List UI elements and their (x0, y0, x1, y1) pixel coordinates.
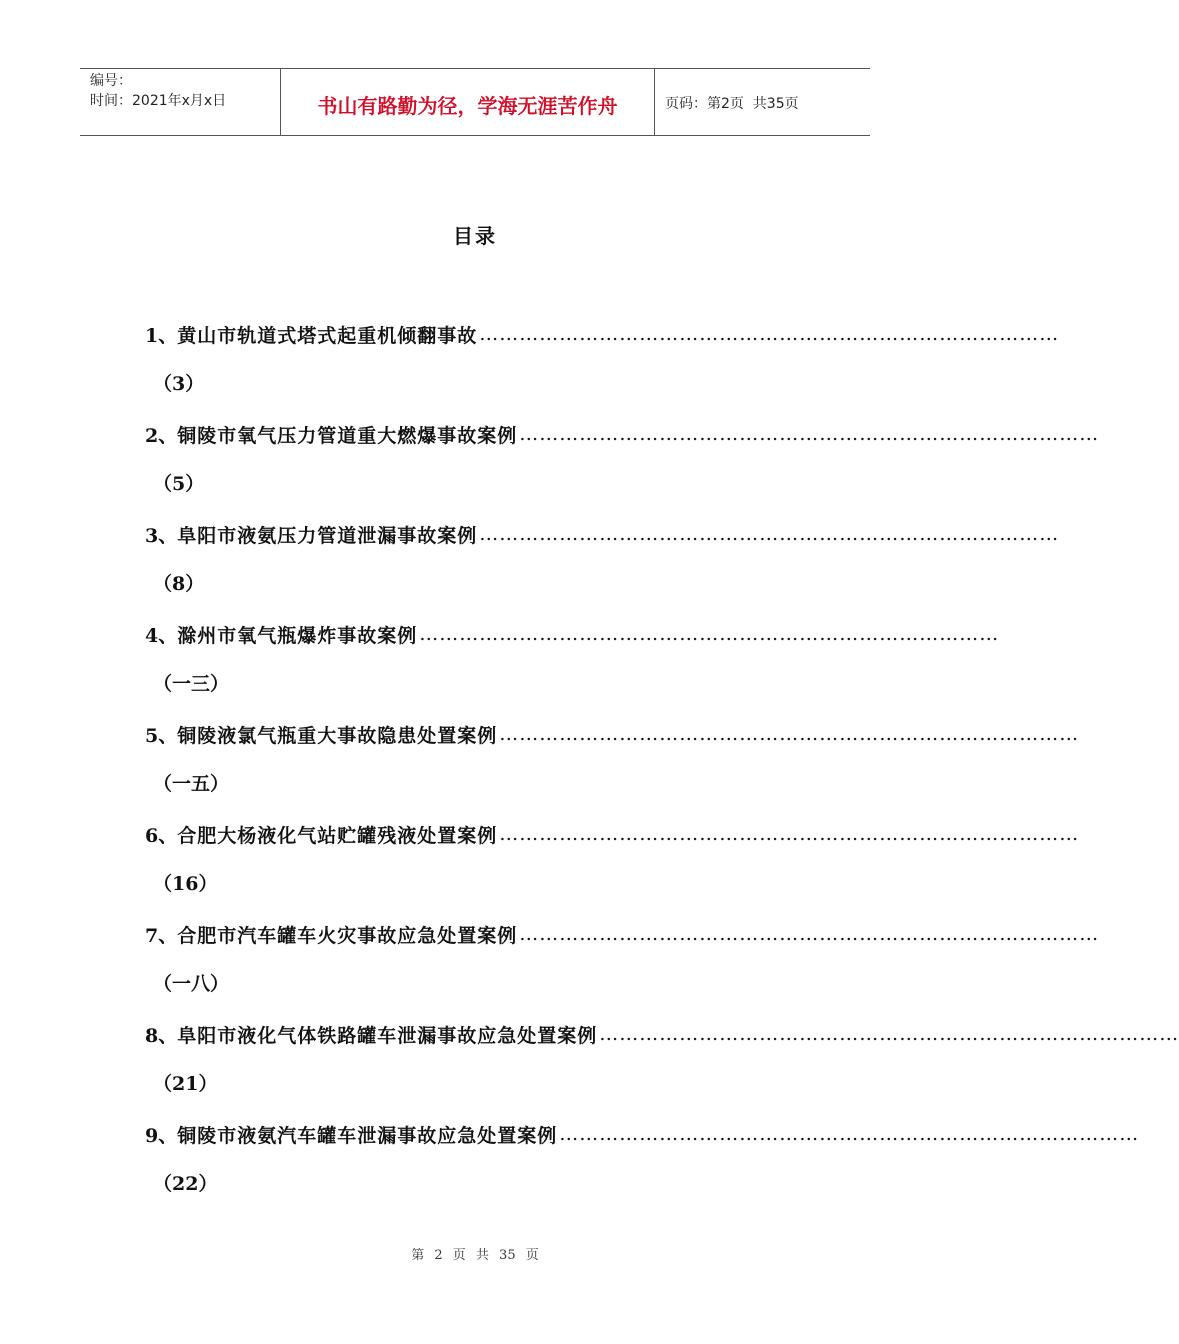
page-info: 页码：第2页 共35页 (665, 96, 799, 112)
toc-entry-title: 阜阳市液氨压力管道泄漏事故案例 (177, 524, 478, 547)
toc-entry (145, 1020, 1179, 1120)
toc-entry-title: 铜陵市液氨汽车罐车泄漏事故应急处置案例 (177, 1124, 558, 1147)
toc-entry-line (145, 320, 1060, 348)
toc-entry-page: （21） (153, 1073, 218, 1095)
toc-dot-leader: …………………………………………………………………………… (499, 823, 1080, 845)
toc-entry-page: （16） (153, 873, 218, 895)
toc-entry (145, 520, 1060, 620)
toc-entry-page: （22） (153, 1173, 218, 1195)
toc-entry-number: 4、 (145, 624, 178, 647)
toc-entry (145, 820, 1080, 920)
toc-entry (145, 920, 1100, 1020)
toc-entry-title: 铜陵市氧气压力管道重大燃爆事故案例 (177, 424, 518, 447)
toc-entry (145, 620, 1000, 720)
toc-entry-line (145, 920, 1100, 948)
toc-dot-leader: …………………………………………………………………………… (519, 423, 1100, 445)
number-label: 编号： (90, 73, 132, 89)
toc-dot-leader: …………………………………………………………………………… (499, 723, 1080, 745)
toc-entry (145, 320, 1060, 420)
toc-entry-line (145, 620, 1000, 648)
motto: 书山有路勤为径，学海无涯苦作舟 (317, 93, 618, 118)
toc-entry-number: 2、 (145, 424, 178, 447)
toc-entry-number: 6、 (145, 824, 178, 847)
toc-entry-title: 阜阳市液化气体铁路罐车泄漏事故应急处置案例 (177, 1024, 598, 1047)
toc-title: 目录 (453, 224, 497, 248)
time-label: 时间：2021年x月x日 (90, 93, 227, 109)
toc-entry-page: （一八） (153, 973, 230, 995)
toc-entry (145, 420, 1100, 520)
toc-entry-number: 5、 (145, 724, 178, 747)
toc-dot-leader: …………………………………………………………………………… (599, 1023, 1179, 1045)
toc-entry-line (145, 420, 1100, 448)
toc-entry-line (145, 720, 1080, 748)
toc-entry-page: （8） (153, 573, 205, 595)
toc-entry (145, 720, 1080, 820)
toc-entry-title: 滁州市氧气瓶爆炸事故案例 (177, 624, 418, 647)
toc-entry (145, 1120, 1140, 1220)
toc-dot-leader: …………………………………………………………………………… (559, 1123, 1140, 1145)
toc-dot-leader: …………………………………………………………………………… (419, 623, 1000, 645)
toc-entry-number: 9、 (145, 1124, 178, 1147)
toc-entry-line (145, 1120, 1140, 1148)
toc-entry-title: 合肥市汽车罐车火灾事故应急处置案例 (177, 924, 518, 947)
toc-entry-page: （一五） (153, 773, 230, 795)
toc-entry-page: （一三） (153, 673, 230, 695)
header-meta-cell (80, 69, 281, 135)
toc-entry-title: 黄山市轨道式塔式起重机倾翻事故 (177, 324, 478, 347)
toc-dot-leader: …………………………………………………………………………… (479, 523, 1060, 545)
toc-entry-number: 3、 (145, 524, 178, 547)
header-page-cell (655, 69, 870, 135)
toc-entry-title: 铜陵液氯气瓶重大事故隐患处置案例 (177, 724, 498, 747)
toc-entry-line (145, 820, 1080, 848)
toc-entry-page: （3） (153, 373, 205, 395)
toc-entry-page: （5） (153, 473, 205, 495)
table-of-contents (145, 320, 1179, 1220)
toc-entry-number: 1、 (145, 324, 178, 347)
toc-entry-line (145, 520, 1060, 548)
page-footer: 第 2 页 共 35 页 (411, 1248, 539, 1263)
toc-entry-number: 7、 (145, 924, 178, 947)
toc-dot-leader: …………………………………………………………………………… (479, 323, 1060, 345)
toc-entry-number: 8、 (145, 1024, 178, 1047)
header-motto-cell (281, 69, 655, 135)
document-header (80, 68, 870, 136)
toc-dot-leader: …………………………………………………………………………… (519, 923, 1100, 945)
toc-entry-line (145, 1020, 1179, 1048)
toc-entry-title: 合肥大杨液化气站贮罐残液处置案例 (177, 824, 498, 847)
